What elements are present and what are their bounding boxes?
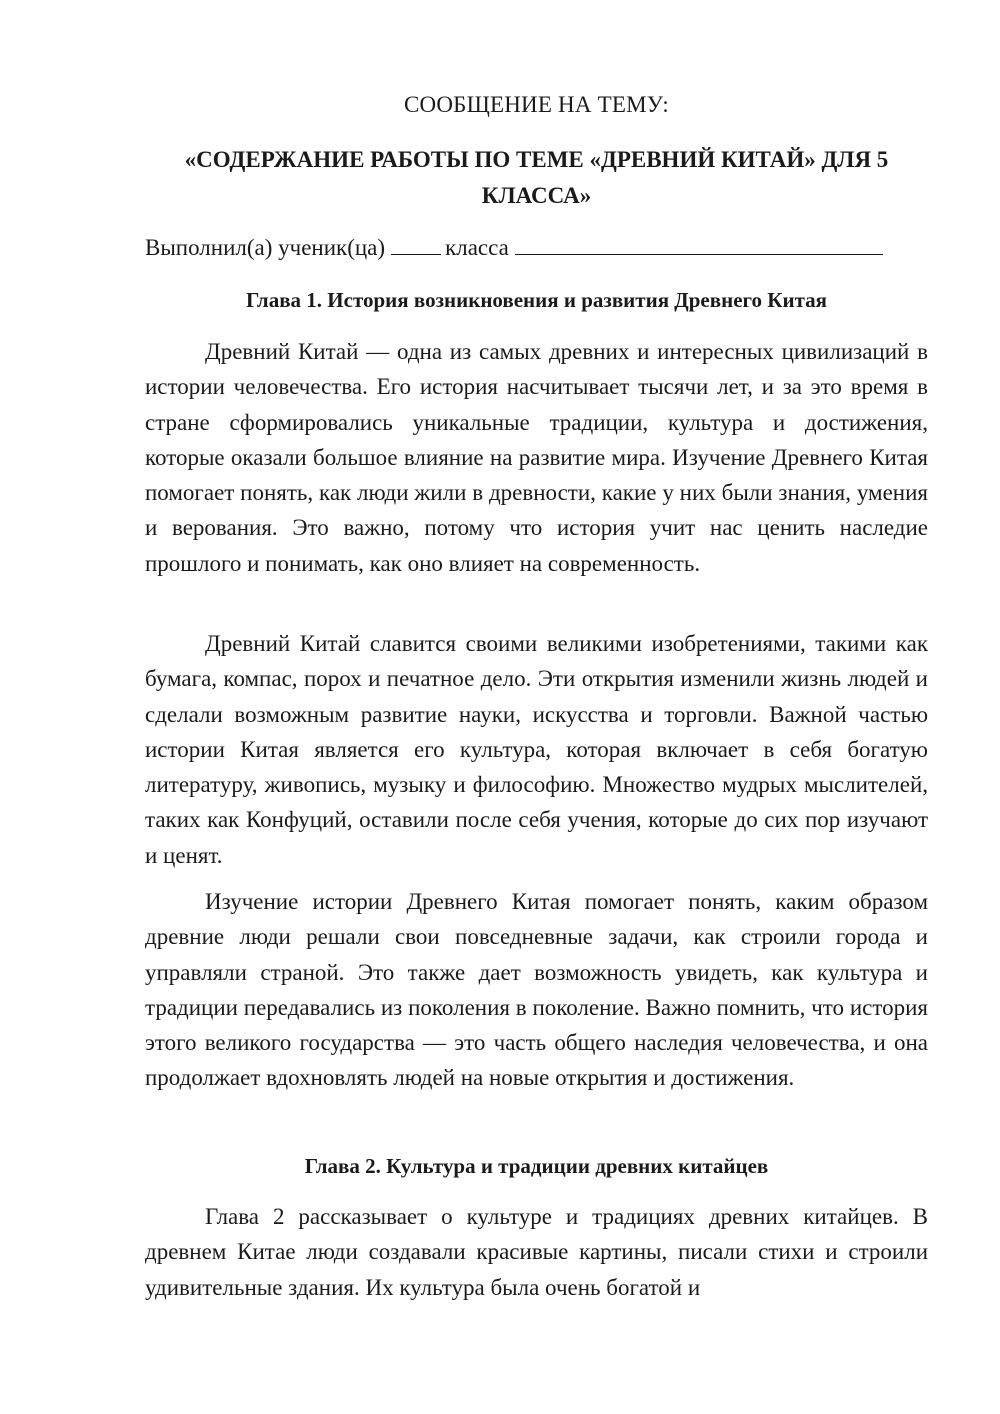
class-number-blank xyxy=(391,232,441,255)
chapter1-heading: Глава 1. История возникновения и развития Древнего Китая xyxy=(245,288,828,312)
author-line xyxy=(145,232,928,261)
chapter1-paragraph-2: Древний Китай славится своими великими изобретениями, такими как бумага, компас, порох и печатное дело. Эти открытия изменили жизнь людей и сделали возможным развитие науки, искусства и торговли. Важной частью истории Китая является его культура, которая включает в себя богатую литературу, живопись, музыку и философию. Множество мудрых мыслителей, таких как Конфуций, оставили после себя учения, которые до сих пор изучают и ценят. xyxy=(145,631,928,868)
author-prefix: Выполнил(а) ученик(ца) xyxy=(145,235,386,260)
chapter1-paragraph-1: Древний Китай — одна из самых древних и интересных цивилизаций в истории человечества. Его история насчитывает тысячи лет, и за это время в стране сформировались уникальные традиции, культура и достижения, которые оказали большое влияние на развитие мира. Изучение Древнего Китая помогает понять, как люди жили в древности, какие у них были знания, умения и верования. Это важно, потому что история учит нас ценить наследие прошлого и понимать, как оно влияет на современность. xyxy=(145,339,928,576)
document-title: «СОДЕРЖАНИЕ РАБОТЫ ПО ТЕМЕ «ДРЕВНИЙ КИТАЙ» ДЛЯ 5 КЛАССА» xyxy=(184,147,889,208)
author-class-label: класса xyxy=(445,235,509,260)
chapter2-heading: Глава 2. Культура и традиции древних китайцев xyxy=(304,1154,769,1178)
chapter2-paragraph-1: Глава 2 рассказывает о культуре и традициях древних китайцев. В древнем Китае люди создавали красивые картины, писали стихи и строили удивительные здания. Их культура была очень богатой и xyxy=(145,1204,928,1300)
chapter1-paragraph-3: Изучение истории Древнего Китая помогает понять, каким образом древние люди решали свои повседневные задачи, как строили города и управляли страной. Это также дает возможность увидеть, как культура и традиции передавались из поколения в поколение. Важно помнить, что история этого великого государства — это часть общего наследия человечества, и она продолжает вдохновлять людей на новые открытия и достижения. xyxy=(145,889,928,1091)
document-title-label: СООБЩЕНИЕ НА ТЕМУ: xyxy=(404,92,669,117)
student-name-blank xyxy=(515,232,883,255)
